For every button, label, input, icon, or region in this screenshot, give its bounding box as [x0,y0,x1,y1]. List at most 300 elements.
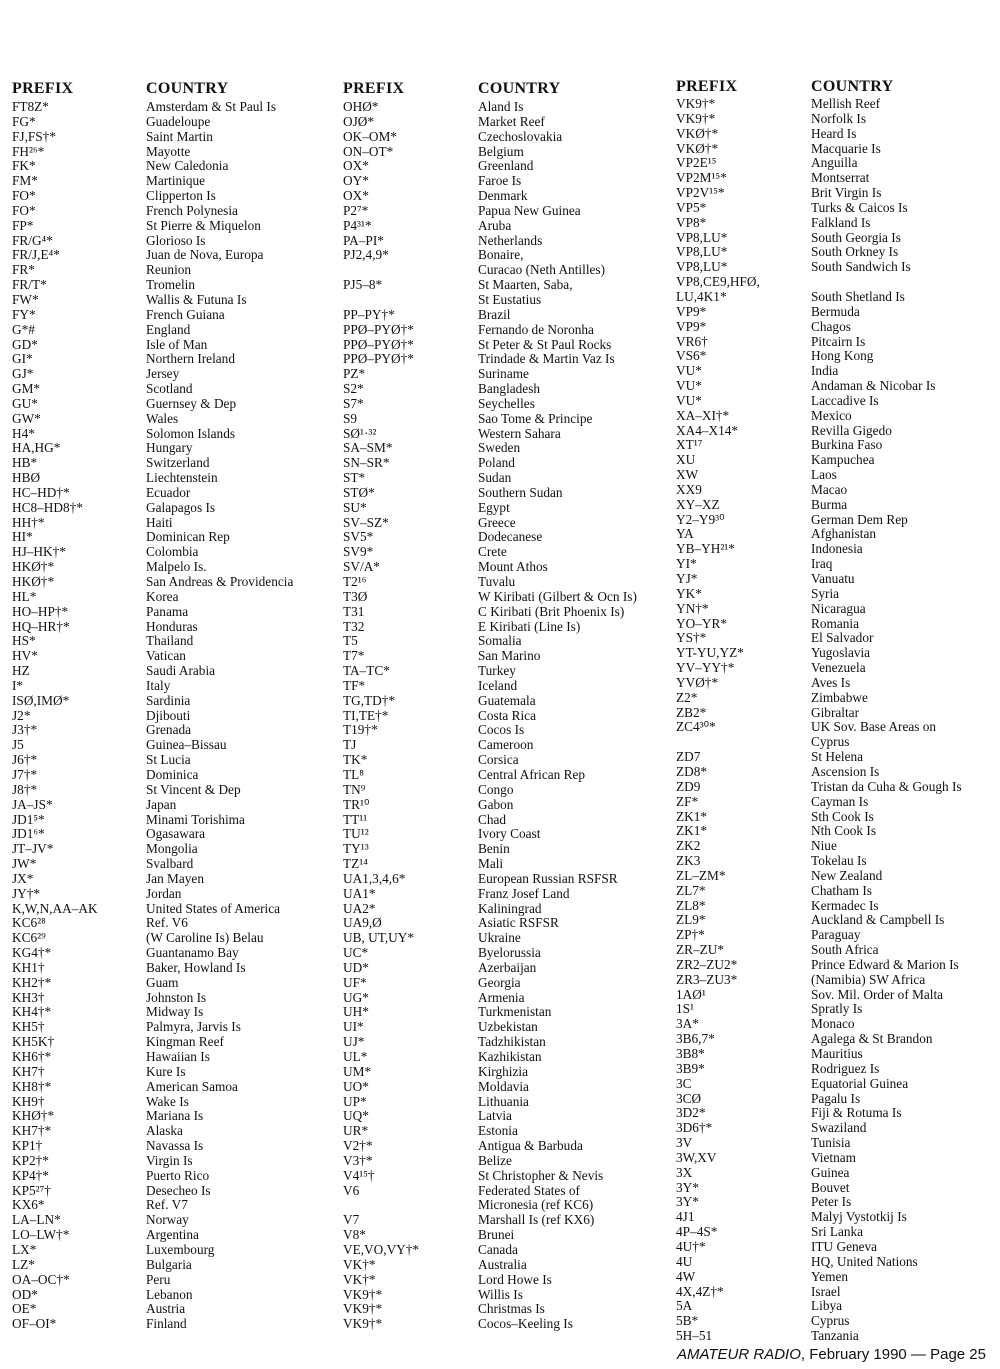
list-item [12,709,293,724]
prefix-cell: UL* [343,1049,368,1064]
prefix-cell: JD1⁶* [12,826,45,842]
prefix-cell: LA–LN* [12,1212,61,1228]
list-item [676,557,962,572]
prefix-cell: VP2M¹⁵* [676,170,727,186]
list-item [12,530,293,545]
prefix-cell: KP4†* [12,1167,49,1183]
prefix-cell: ZD8* [676,763,708,779]
list-item [343,768,637,783]
prefix-cell [343,293,478,308]
list-item [12,887,293,902]
country-cell: Mayotte [146,143,191,159]
country-cell: Antigua & Barbuda [478,1138,583,1154]
list-item [676,320,962,335]
country-cell: Korea [146,588,179,604]
list-item [12,723,293,738]
list-item [676,97,962,112]
list-item [12,768,293,783]
list-item [343,516,637,531]
list-item [12,1273,293,1288]
country-cell: Tokelau Is [811,853,867,869]
country-cell: Sudan [478,470,512,486]
prefix-cell: VP5* [676,199,707,215]
country-cell: Alaska [146,1123,183,1139]
country-cell: Lebanon [146,1286,193,1302]
country-cell: Faroe Is [478,173,522,189]
country-cell: Japan [146,796,177,812]
list-item [676,186,962,201]
prefix-cell: XA4–X14* [676,422,739,438]
list-item [676,676,962,691]
list-item [676,854,962,869]
list-item [12,976,293,991]
list-item [343,1139,637,1154]
country-cell: Seychelles [478,395,535,411]
prefix-cell: OE* [12,1301,37,1317]
country-cell: Guatemala [478,692,536,708]
country-cell: German Dem Rep [811,511,908,527]
country-cell: Kampuchea [811,452,875,468]
list-item [343,605,637,620]
list-item [676,691,962,706]
country-cell: Suriname [478,366,529,382]
country-cell: Glorioso Is [146,232,206,248]
country-cell: Israel [811,1283,841,1299]
country-cell: Monaco [811,1016,855,1032]
prefix-cell: SV5* [343,529,374,545]
country-cell: Central African Rep [478,766,586,782]
list-item [676,884,962,899]
country-cell: St Peter & St Paul Rocks [478,336,612,352]
country-cell: Macao [811,481,848,497]
prefix-cell: TL⁸ [343,766,364,782]
prefix-cell: SV9* [343,544,374,560]
list-item [343,352,637,367]
country-cell: Turkmenistan [478,1004,552,1020]
prefix-cell: V6 [343,1182,360,1198]
country-header: COUNTRY [146,80,229,97]
prefix-cell: YN†* [676,600,709,616]
country-cell: Guernsey & Dep [146,395,237,411]
list-item [12,783,293,798]
prefix-cell: KC6²⁸ [12,915,46,931]
prefix-cell: KH1† [12,959,45,975]
country-cell: Mariana Is [146,1108,204,1124]
prefix-cell: 1S¹ [676,1001,695,1017]
country-cell: Turkey [478,663,516,679]
prefix-cell: VP9* [676,303,707,319]
list-item [343,827,637,842]
country-cell: Moldavia [478,1078,529,1094]
list-item [12,219,293,234]
list-item [12,664,293,679]
prefix-cell: KHØ†* [12,1108,55,1124]
prefix-cell: TK* [343,752,368,768]
prefix-cell: J8†* [12,781,38,797]
country-cell: Djibouti [146,707,191,723]
list-item [343,620,637,635]
country-cell: Vanuatu [811,571,855,586]
list-item [343,382,637,397]
country-cell: Ogasawara [146,826,206,842]
prefix-cell: TR¹⁰ [343,796,370,812]
list-item [676,112,962,127]
list-item [12,1317,293,1332]
list-item [12,145,293,160]
prefix-cell: KH7†* [12,1123,52,1139]
prefix-cell: KH5K† [12,1034,55,1050]
country-cell: San Marino [478,648,541,664]
list-item [343,991,637,1006]
list-item [343,709,637,724]
country-cell: HQ, United Nations [811,1253,918,1269]
prefix-cell: ZC4³⁰* [676,719,716,735]
country-cell: ITU Geneva [811,1238,878,1254]
prefix-cell: VK9†* [676,110,716,126]
country-cell: Tanzania [811,1328,859,1344]
prefix-cell: HL* [12,588,37,604]
list-item [676,1181,962,1196]
prefix-cell: Y2–Y9³⁰ [676,511,725,527]
prefix-cell: STØ* [343,484,375,500]
prefix-cell: G*# [12,321,35,337]
prefix-cell: 3V [676,1135,693,1151]
list-item [676,260,962,275]
country-cell: Cyprus [811,1313,850,1329]
list-item [12,1198,293,1213]
prefix-cell: XA–XI†* [676,407,730,423]
prefix-cell: GJ* [12,366,34,382]
country-cell: Aves Is [811,674,851,690]
country-cell: Clipperton Is [146,188,216,204]
list-item [343,530,637,545]
prefix-cell: KX6* [12,1197,45,1213]
country-cell: Canada [478,1241,518,1257]
prefix-cell: P4³¹* [343,217,372,233]
country-cell: Liechtenstein [146,470,218,486]
prefix-cell: 4U [676,1253,693,1269]
country-cell: Sri Lanka [811,1224,864,1240]
rows [343,100,637,1332]
prefix-cell: T7* [343,648,365,664]
prefix-cell: ZL–ZM* [676,867,726,883]
prefix-cell: VP8,LU* [676,259,728,275]
list-item [676,453,962,468]
prefix-cell: HV* [12,648,38,664]
country-cell: Benin [478,841,510,857]
list-item [12,204,293,219]
list-item [676,1210,962,1225]
prefix-cell: T32 [343,618,365,634]
prefix-cell: VK†* [343,1271,376,1287]
prefix-cell: 5B* [676,1313,699,1329]
prefix-cell: SN–SR* [343,455,390,471]
list-item [12,1154,293,1169]
prefix-cell: JT–JV* [12,841,54,857]
prefix-cell: VK†* [343,1256,376,1272]
country-cell: Prince Edward & Marion Is [811,956,959,972]
list-item [343,1288,637,1303]
country-cell: Iceland [478,677,518,693]
country-cell: Chad [478,811,507,827]
list-item [12,516,293,531]
prefix-cell: OA–OC†* [12,1271,70,1287]
country-cell: Mellish Reef [811,96,881,111]
list-item [676,839,962,854]
prefix-cell: V8* [343,1227,366,1243]
country-cell: Christmas Is [478,1301,545,1317]
country-cell: South Georgia Is [811,229,901,245]
prefix-cell: 4U†* [676,1238,706,1254]
prefix-cell: SU* [343,499,367,515]
list-item [343,174,637,189]
list-item [676,424,962,439]
prefix-cell: 5A [676,1298,693,1314]
country-cell: Dominica [146,766,199,782]
list-item [12,813,293,828]
list-item [343,427,637,442]
list-item [676,1106,962,1121]
list-item [676,750,962,765]
list-item [12,1258,293,1273]
list-item [343,278,637,293]
country-cell: Indonesia [811,541,863,557]
country-cell: Agalega & St Brandon [811,1031,933,1047]
country-cell: Mexico [811,407,852,423]
country-cell: Anguilla [811,155,858,171]
list-item [343,887,637,902]
prefix-cell: HB* [12,455,38,471]
list-item [343,842,637,857]
list-item [12,1213,293,1228]
prefix-cell: TJ [343,737,357,753]
prefix-cell: FY* [12,306,36,322]
list-item [12,560,293,575]
list-item [343,1228,637,1243]
prefix-cell: ZB2* [676,704,707,720]
prefix-cell: ZR–ZU* [676,942,725,958]
country-cell: Nth Cook Is [811,823,877,839]
list-item [12,738,293,753]
prefix-cell: HC–HD†* [12,484,70,500]
country-cell: W Kiribati (Gilbert & Ocn Is) [478,588,637,604]
prefix-cell: KH7† [12,1063,45,1079]
prefix-cell: I* [12,677,24,693]
list-item [676,542,962,557]
list-item [343,1213,637,1228]
country-cell: Bonaire, [478,247,524,263]
prefix-cell: SV–SZ* [343,514,389,530]
prefix-cell: KH8†* [12,1078,52,1094]
list-item [343,1273,637,1288]
prefix-cell: YB–YH²¹* [676,541,735,557]
country-cell: Sardinia [146,692,191,708]
prefix-cell: V4¹⁵† [343,1167,375,1183]
country-cell: Honduras [146,618,198,634]
country-cell: Ukraine [478,930,521,946]
country-cell: Aland Is [478,99,524,114]
prefix-cell: 3D6†* [676,1120,713,1136]
country-cell: Macquarie Is [811,140,881,156]
list-item [343,753,637,768]
country-cell: Thailand [146,633,194,649]
prefix-cell: PPØ–PYØ†* [343,336,414,352]
list-item [12,382,293,397]
prefix-cell: PJ5–8* [343,277,383,293]
country-cell: El Salvador [811,630,874,646]
prefix-cell: ZF* [676,793,699,809]
prefix-cell: TF* [343,677,366,693]
list-item [676,364,962,379]
prefix-cell: VU* [676,392,702,408]
country-cell: Bulgaria [146,1256,192,1272]
list-item [12,1050,293,1065]
list-item [676,1151,962,1166]
list-item [12,352,293,367]
country-cell: Mount Athos [478,559,548,575]
country-cell: Svalbard [146,856,194,872]
prefix-cell: ZP†* [676,927,705,943]
country-cell: Falkland Is [811,214,871,230]
country-cell: Armenia [478,989,525,1005]
country-cell: Yemen [811,1268,849,1284]
prefix-cell: FW* [12,291,39,307]
prefix-cell: KH2†* [12,974,52,990]
list-item [343,100,637,115]
country-cell: Ivory Coast [478,826,541,842]
country-cell: Iraq [811,556,833,572]
list-item [676,617,962,632]
list-item [12,1228,293,1243]
country-cell: Norway [146,1212,189,1228]
prefix-cell: 3C [676,1075,692,1091]
list-item [343,1080,637,1095]
prefix-cell: TI,TE†* [343,707,389,723]
list-item [12,174,293,189]
country-cell: Chagos [811,318,851,334]
list-item [676,706,962,721]
country-cell: Chatham Is [811,882,872,898]
list-item [12,248,293,263]
country-cell: Sth Cook Is [811,808,874,824]
prefix-cell: HBØ [12,470,41,486]
prefix-cell: T5 [343,633,358,649]
list-item [676,468,962,483]
country-cell: Martinique [146,173,206,189]
country-cell: Puerto Rico [146,1167,210,1183]
prefix-cell: HC8–HD8†* [12,499,83,515]
country-cell: Argentina [146,1227,199,1243]
prefix-cell: FP* [12,217,34,233]
prefix-cell: UJ* [343,1034,365,1050]
country-cell: Estonia [478,1123,518,1139]
country-cell: Johnston Is [146,989,207,1005]
prefix-cell: LZ* [12,1256,35,1272]
prefix-cell: J5 [12,737,24,753]
prefix-cell: FG* [12,113,36,129]
issue-info: , February 1990 — Page 25 [800,1346,986,1363]
prefix-cell: VP2E¹⁵ [676,155,717,171]
prefix-cell: 5H–51 [676,1328,713,1344]
country-cell: Brit Virgin Is [811,185,882,201]
prefix-cell: HO–HP†* [12,603,69,619]
country-cell: Austria [146,1301,186,1317]
list-item [343,308,637,323]
prefix-cell: JD1⁵* [12,811,45,827]
list-item [343,323,637,338]
list-item [12,427,293,442]
list-item [676,394,962,409]
prefix-header: PREFIX [12,80,74,97]
list-item [676,349,962,364]
prefix-cell: TY¹³ [343,841,369,857]
country-cell: Haiti [146,514,173,530]
list-item [676,1136,962,1151]
country-cell: Curacao (Neth Antilles) [478,262,606,278]
country-cell: England [146,321,191,337]
page-footer [677,1346,986,1363]
list-item [676,735,962,750]
list-item [12,1243,293,1258]
country-cell: C Kiribati (Brit Phoenix Is) [478,603,625,619]
list-item [12,842,293,857]
country-cell: New Zealand [811,867,883,883]
country-cell: Bouvet [811,1179,850,1195]
prefix-cell: 3B8* [676,1046,705,1061]
list-item [676,943,962,958]
prefix-cell: YO–YR* [676,615,727,631]
country-cell: E Kiribati (Line Is) [478,618,581,634]
country-cell: Malyj Vystotkij Is [811,1209,907,1225]
list-item [343,1258,637,1273]
country-cell: Swaziland [811,1120,867,1136]
list-item [343,679,637,694]
prefix-cell: YI* [676,556,697,572]
prefix-cell: PP–PY†* [343,306,395,322]
prefix-cell: GW* [12,410,41,426]
list-item [343,798,637,813]
list-item [343,367,637,382]
country-cell: Byelorussia [478,945,541,961]
list-item [343,456,637,471]
country-cell: St Helena [811,749,864,765]
country-cell: Western Sahara [478,425,561,441]
prefix-cell: LO–LW†* [12,1227,70,1243]
prefix-cell: ZK3 [676,853,701,869]
list-item [343,1184,637,1199]
prefix-cell: ISØ,IMØ* [12,692,70,708]
prefix-cell: 3A* [676,1016,699,1032]
list-item [343,738,637,753]
country-cell: Midway Is [146,1004,204,1020]
country-cell: Dodecanese [478,529,543,545]
prefix-cell: UA1* [343,885,376,901]
list-item [12,753,293,768]
list-item [343,1124,637,1139]
list-item [676,1077,962,1092]
country-cell: India [811,363,839,379]
list-item [676,483,962,498]
prefix-cell: HZ [12,663,30,679]
country-cell: Tunisia [811,1135,851,1151]
country-cell: Federated States of [478,1182,580,1198]
country-cell: Virgin Is [146,1152,193,1168]
prefix-cell: 4P–4S* [676,1224,718,1240]
prefix-cell [343,263,478,278]
list-item [12,679,293,694]
prefix-cell: TG,TD†* [343,692,396,708]
country-cell: Pagalu Is [811,1090,861,1106]
